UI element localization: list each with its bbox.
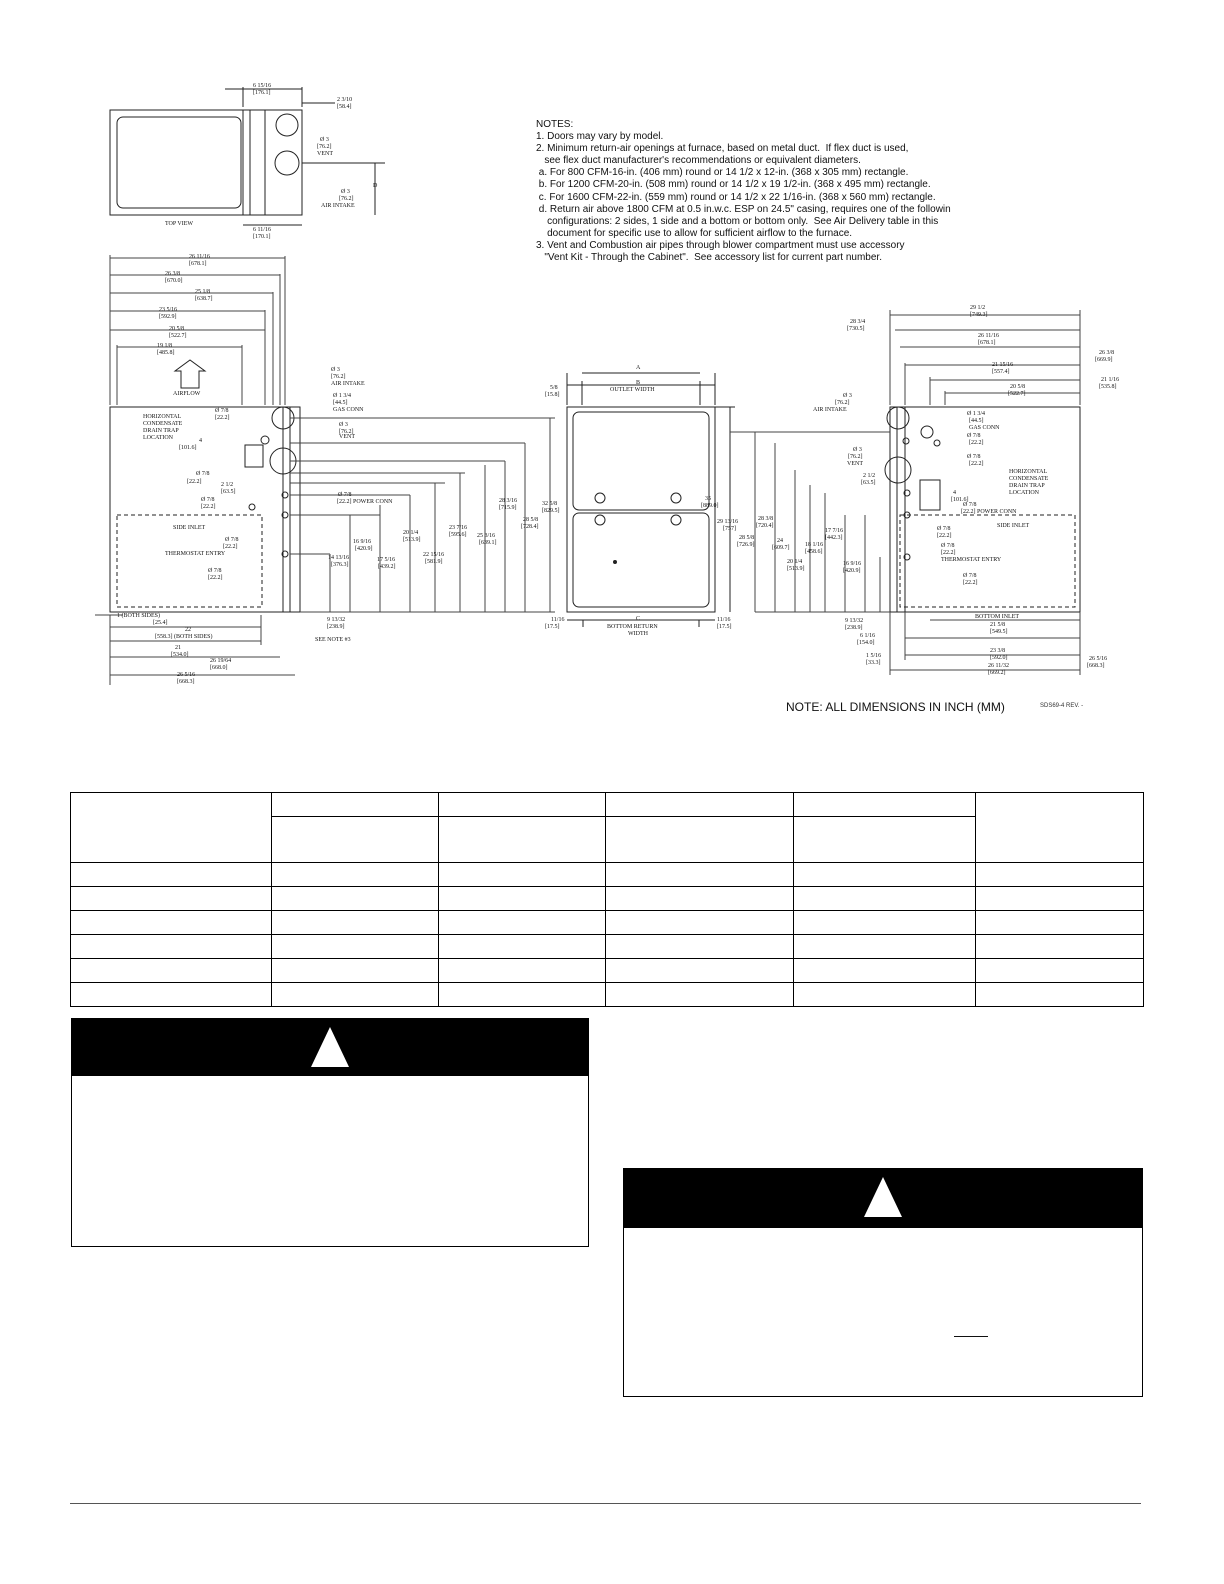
dimension-label: Ø 7/8	[963, 502, 977, 508]
dimension-label: 26 11/32	[988, 663, 1009, 669]
dim-text: D	[373, 183, 378, 189]
dimension-label: 28 5/8	[523, 517, 539, 523]
footer-rule	[70, 1503, 1141, 1504]
table-cell	[976, 935, 1144, 959]
dimension-label: 23 5/16	[159, 307, 178, 313]
dimension-label: [420.9]	[843, 568, 861, 574]
dimension-label: 21 15/16	[992, 362, 1014, 368]
dimension-label: 29 13/16	[717, 519, 739, 525]
dimension-label: [595.6]	[449, 532, 467, 538]
dimension-label: AIR INTAKE	[813, 407, 847, 413]
note-line: 3. Vent and Combustion air pipes through blower compartment must use accessory	[536, 239, 905, 251]
dimensions-table	[70, 792, 1144, 1007]
dimension-label: [420.9]	[355, 546, 373, 552]
dimension-label: [581.9]	[425, 559, 443, 565]
dimension-label: 26 19/64	[210, 658, 232, 664]
dimension-label: [44.5]	[333, 400, 348, 406]
dimension-label: 26 5/16	[1089, 656, 1108, 662]
dimension-label: [522.7]	[1008, 391, 1026, 397]
right-bottom-dims	[845, 614, 1107, 676]
dimension-label: [557.4]	[992, 369, 1010, 375]
dimension-label: 4	[199, 438, 202, 444]
dimension-label: SIDE INLET	[173, 525, 206, 531]
dimension-label: Ø 7/8	[937, 526, 951, 532]
dimension-label: 29 1/2	[970, 305, 986, 311]
dimension-label: [513.9]	[403, 537, 421, 543]
dimension-label: 9 13/32	[327, 617, 346, 623]
dimension-label: Ø 7/8	[215, 408, 229, 414]
dimension-label: 11/16	[717, 617, 731, 623]
dimension-label: 20 1/4	[403, 530, 419, 536]
left-bottom-dims	[117, 612, 351, 685]
drawing-group	[95, 255, 295, 685]
dimension-label: C	[636, 616, 641, 622]
dimension-label: 26 11/16	[978, 333, 999, 339]
table-cell	[606, 983, 794, 1007]
dimension-label: 23 3/8	[990, 648, 1006, 654]
dimension-label: [63.5]	[221, 489, 236, 495]
dimension-label: [101.6]	[951, 497, 969, 503]
dimension-label: 21 5/8	[990, 622, 1006, 628]
dimension-label: [592.9]	[159, 314, 177, 320]
dimension-label: 22 15/16	[423, 552, 445, 558]
dimension-label: [670.0]	[165, 278, 183, 284]
dimension-label: 22	[185, 627, 191, 633]
table-cell	[794, 983, 976, 1007]
table-cell	[606, 887, 794, 911]
dimension-label: 2 1/2	[863, 473, 876, 479]
note-line: b. For 1200 CFM-20-in. (508 mm) round or 14 1/2 x 19 1/2-in. (368 x 495 mm) rectangle.	[536, 179, 931, 191]
dimension-label: GAS CONN	[969, 425, 1000, 431]
dimension-label: B	[636, 380, 641, 386]
dimension-label: VENT	[339, 434, 355, 440]
dimension-label: Ø 3	[339, 422, 348, 428]
airflow-label: AIRFLOW	[173, 391, 201, 397]
dimension-label: CONDENSATE	[143, 421, 183, 427]
dimension-label: [25.4]	[153, 620, 168, 626]
dimension-label: Ø 7/8	[225, 537, 239, 543]
dimension-label: [534.0]	[171, 652, 189, 658]
warning-triangle-icon	[311, 1027, 349, 1067]
dim-text: [176.1]	[253, 90, 271, 96]
dimension-label: [485.8]	[157, 350, 175, 356]
dimension-label: Ø 7/8	[967, 433, 981, 439]
dimension-label: [609.7]	[772, 545, 790, 551]
table-cell	[606, 959, 794, 983]
dimension-label: [22.2] POWER CONN	[961, 509, 1017, 515]
dim-text: [58.4]	[337, 104, 352, 110]
dimension-label: [592.0]	[990, 655, 1008, 661]
table-row	[71, 887, 1144, 911]
table-cell	[439, 793, 606, 817]
table-cell	[71, 887, 272, 911]
dimension-label: 32 5/8	[542, 501, 558, 507]
table-row	[71, 935, 1144, 959]
left-width-dims	[157, 254, 213, 356]
dimension-label: [22.2]	[969, 461, 984, 467]
dimension-label: CONDENSATE	[1009, 476, 1049, 482]
table-row	[71, 983, 1144, 1007]
dimension-label: 21 1/16	[1101, 377, 1120, 383]
dimension-label: Ø 7/8	[208, 568, 222, 574]
dimension-label: 11/16	[551, 617, 565, 623]
table-cell	[272, 959, 439, 983]
dimension-label: 14 13/16	[328, 555, 350, 561]
dimension-label: 26 11/16	[189, 254, 210, 260]
dim-text: [170.1]	[253, 234, 271, 240]
dimension-label: [715.9]	[499, 505, 517, 511]
dimension-label: LOCATION	[143, 435, 173, 441]
table-cell	[794, 959, 976, 983]
table-cell	[606, 863, 794, 887]
table-cell	[976, 983, 1144, 1007]
dimension-label: [17.5]	[545, 624, 560, 630]
dimension-label: OUTLET WIDTH	[610, 387, 655, 393]
dimension-label: 1 5/16	[866, 653, 882, 659]
table-cell	[439, 863, 606, 887]
dimension-label: 25 1/8	[195, 289, 211, 295]
table-cell	[794, 887, 976, 911]
dimension-label: [889.0]	[701, 503, 719, 509]
dimension-label: [101.6]	[179, 445, 197, 451]
dimension-label: [535.8]	[1099, 384, 1117, 390]
dimension-label: [238.9]	[327, 624, 345, 630]
dimension-label: SEE NOTE #3	[315, 637, 351, 643]
table-cell	[976, 887, 1144, 911]
dimension-label: Ø 3	[853, 447, 862, 453]
dimension-label: [668.0]	[210, 665, 228, 671]
table-cell	[272, 935, 439, 959]
dimension-label: [730.5]	[847, 326, 865, 332]
dimension-label: 17 5/16	[377, 557, 396, 563]
note-line: see flex duct manufacturer's recommendations or equivalent diameters.	[536, 155, 861, 167]
table-cell	[606, 817, 794, 863]
table-cell	[71, 863, 272, 887]
dimension-label: VENT	[847, 461, 863, 467]
note-line: d. Return air above 1800 CFM at 0.5 in.w.c. ESP on 24.5" casing, requires one of the followin	[536, 203, 951, 215]
table-cell	[606, 793, 794, 817]
dimension-label: HORIZONTAL	[1009, 469, 1048, 475]
dimension-label: 28 3/4	[850, 319, 866, 325]
dimension-label: 6 1/16	[860, 633, 876, 639]
dimension-label: [376.3]	[331, 562, 349, 568]
dimension-label: 25 3/16	[477, 533, 496, 539]
dimension-label: [44.5]	[969, 418, 984, 424]
dimension-label: AIR INTAKE	[331, 381, 365, 387]
table-cell	[272, 983, 439, 1007]
table-cell	[794, 793, 976, 817]
dimension-label: [33.3]	[866, 660, 881, 666]
dim-text: [76.2]	[317, 144, 332, 150]
dimension-label: 18 1/16	[805, 542, 824, 548]
dimension-label: 16 9/16	[843, 561, 862, 567]
drawing-group	[290, 418, 558, 612]
dimension-label: Ø 3	[843, 393, 852, 399]
dimension-label: [76.2]	[339, 429, 354, 435]
dimension-label: BOTTOM INLET	[975, 614, 1020, 620]
table-cell	[439, 911, 606, 935]
dim-text: [76.2]	[339, 196, 354, 202]
dimension-label: [757]	[723, 526, 736, 532]
dim-text: AIR INTAKE	[321, 203, 355, 209]
dimension-label: [238.9]	[845, 625, 863, 631]
table-cell	[71, 959, 272, 983]
table-row	[71, 863, 1144, 887]
dimension-label: 26 3/8	[1099, 350, 1115, 356]
dimension-label: [442.3]	[825, 535, 843, 541]
view-label: TOP VIEW	[165, 221, 194, 227]
table-cell	[439, 983, 606, 1007]
dimension-label: THERMOSTAT ENTRY	[941, 557, 1002, 563]
dimension-label: [522.7]	[169, 333, 187, 339]
dimension-label: 21	[175, 645, 181, 651]
dimension-label: [513.9]	[787, 566, 805, 572]
table-cell	[794, 935, 976, 959]
table-cell	[439, 959, 606, 983]
note-line: 2. Minimum return-air openings at furnace, based on metal duct. If flex duct is used,	[536, 143, 909, 155]
warning-box-left	[71, 1018, 589, 1247]
dimension-label: 26 5/16	[177, 672, 196, 678]
note-line: a. For 800 CFM-16-in. (406 mm) round or 14 1/2 x 12-in. (368 x 305 mm) rectangle.	[536, 167, 909, 179]
dimension-label: [678.1]	[189, 261, 207, 267]
dimension-label: [22.2] POWER CONN	[337, 499, 393, 505]
table-cell	[976, 793, 1144, 863]
dimension-label: [829.5]	[542, 508, 560, 514]
table-cell	[606, 935, 794, 959]
dimension-label: 16 9/16	[353, 539, 372, 545]
dimension-label: [720.4]	[756, 523, 774, 529]
table-cell	[794, 911, 976, 935]
table-cell	[794, 817, 976, 863]
dimension-label: [669.9]	[1095, 357, 1113, 363]
table-cell	[439, 817, 606, 863]
dimension-label: [22.2]	[969, 440, 984, 446]
dimension-label: [678.1]	[978, 340, 996, 346]
dimension-label: BOTTOM RETURN	[607, 624, 658, 630]
dimension-label: LOCATION	[1009, 490, 1039, 496]
dimension-label: DRAIN TRAP	[143, 428, 179, 434]
dimension-label: [549.5]	[990, 629, 1008, 635]
table-cell	[794, 863, 976, 887]
table-cell	[71, 983, 272, 1007]
dimension-label: [639.1]	[479, 540, 497, 546]
dim-text: Ø 3	[341, 189, 350, 195]
dimension-label: [728.4]	[521, 524, 539, 530]
dimension-label: [22.2]	[223, 544, 238, 550]
table-cell	[272, 793, 439, 817]
table-cell	[71, 935, 272, 959]
table-cell	[71, 911, 272, 935]
right-height-dims	[717, 516, 861, 574]
dimension-label: HORIZONTAL	[143, 414, 182, 420]
figure-id: SDS69-4 REV. -	[1040, 703, 1084, 709]
dimension-label: 20 5/8	[1010, 384, 1026, 390]
drawing-notes	[536, 119, 956, 264]
dimension-label: GAS CONN	[333, 407, 364, 413]
dimension-label: [22.2]	[208, 575, 223, 581]
dimension-label: 5/8	[550, 385, 558, 391]
dimension-label: Ø 7/8	[201, 497, 215, 503]
dimension-label: [22.2]	[941, 550, 956, 556]
dimension-label: Ø 3	[331, 367, 340, 373]
table-row	[71, 911, 1144, 935]
dimension-label: Ø 1 3/4	[967, 411, 985, 417]
table-cell	[272, 887, 439, 911]
warning-triangle-icon	[864, 1177, 902, 1217]
dimension-label: [22.2]	[937, 533, 952, 539]
dimension-label: 23 7/16	[449, 525, 468, 531]
dimension-label: [22.2]	[963, 580, 978, 586]
dimension-label: [76.2]	[331, 374, 346, 380]
dimension-label: 4	[953, 490, 956, 496]
dimension-label: 9 13/32	[845, 618, 864, 624]
dimension-label: 35	[705, 496, 711, 502]
dimension-label: WIDTH	[628, 631, 648, 637]
note-line: c. For 1600 CFM-22-in. (559 mm) round or 14 1/2 x 22 1/16-in. (368 x 560 mm) rectangle.	[536, 191, 936, 203]
dim-text: 2 3/10	[337, 97, 353, 103]
dimension-label: Ø 7/8	[196, 471, 210, 477]
dimension-label: [749.3]	[970, 312, 988, 318]
table-cell	[976, 911, 1144, 935]
dimension-label: 1 (BOTH SIDES)	[117, 613, 160, 619]
dimension-label: Ø 7/8	[338, 492, 352, 498]
dimension-note: NOTE: ALL DIMENSIONS IN INCH (MM)	[786, 700, 1005, 714]
table-cell	[439, 935, 606, 959]
dimension-label: 2 1/2	[221, 482, 234, 488]
dimension-label: 17 7/16	[825, 528, 844, 534]
dimension-label: [63.5]	[861, 480, 876, 486]
dimension-label: 20 1/4	[787, 559, 803, 565]
table-cell	[71, 793, 272, 863]
dimension-label: [669.2]	[988, 670, 1006, 676]
dimension-label: 20 5/8	[169, 326, 185, 332]
table-cell	[272, 817, 439, 863]
table-cell	[439, 887, 606, 911]
warning-header-bar	[624, 1169, 1142, 1228]
dimension-label: [17.5]	[717, 624, 732, 630]
table-header-row	[71, 793, 1144, 817]
dimension-label: Ø 1 3/4	[333, 393, 351, 399]
dimension-label: A	[636, 365, 641, 371]
dimension-label: Ø 7/8	[963, 573, 977, 579]
warning-header-bar	[72, 1019, 588, 1076]
note-line: configurations: 2 sides, 1 side and a bottom or bottom only. See Air Delivery table in this	[536, 215, 939, 227]
dimension-label: [668.3]	[177, 679, 195, 685]
dimension-label: [154.0]	[857, 640, 875, 646]
dimension-label: [668.3]	[1087, 663, 1105, 669]
dimension-label: Ø 7/8	[967, 454, 981, 460]
note-line: 1. Doors may vary by model.	[536, 131, 664, 143]
dimension-label: [726.9]	[737, 542, 755, 548]
right-callouts	[813, 393, 1049, 586]
dimension-label: [22.2]	[215, 415, 230, 421]
dimension-label: [22.2]	[201, 504, 216, 510]
table-cell	[272, 911, 439, 935]
dim-text: Ø 3	[320, 137, 329, 143]
note-line: "Vent Kit - Through the Cabinet". See accessory list for current part number.	[536, 252, 882, 264]
dimension-label: [76.2]	[848, 454, 863, 460]
right-width-dims	[847, 305, 1119, 397]
dim-text: VENT	[317, 151, 333, 157]
dimension-label: 19 1/8	[157, 343, 173, 349]
dimension-label: 24	[777, 538, 783, 544]
dimension-label: [638.7]	[195, 296, 213, 302]
dimension-label: [22.2]	[187, 479, 202, 485]
dimension-label: 28 3/16	[499, 498, 518, 504]
notes-heading: NOTES:	[536, 119, 574, 130]
dimension-label: 28 5/8	[739, 535, 755, 541]
dimension-label: [458.6]	[805, 549, 823, 555]
dimension-label: 28 3/8	[758, 516, 774, 522]
table-row	[71, 959, 1144, 983]
note-line: document for specific use to allow for sufficient airflow to the furnace.	[536, 227, 853, 239]
dimension-label: [558.3] (BOTH SIDES)	[155, 634, 213, 640]
table-cell	[976, 959, 1144, 983]
dimension-label: [15.8]	[545, 392, 560, 398]
underline-mark	[954, 1336, 988, 1337]
table-cell	[272, 863, 439, 887]
dimension-label: SIDE INLET	[997, 523, 1030, 529]
dim-text: 6 15/16	[253, 83, 272, 89]
dimension-label: 26 3/8	[165, 271, 181, 277]
dimension-label: [76.2]	[835, 400, 850, 406]
table-cell	[606, 911, 794, 935]
dimension-label: Ø 7/8	[941, 543, 955, 549]
warning-box-right	[623, 1168, 1143, 1397]
dim-text: 6 11/16	[253, 227, 271, 233]
table-cell	[976, 863, 1144, 887]
dimension-label: THERMOSTAT ENTRY	[165, 551, 226, 557]
dimension-label: DRAIN TRAP	[1009, 483, 1045, 489]
dimension-label: [439.2]	[378, 564, 396, 570]
